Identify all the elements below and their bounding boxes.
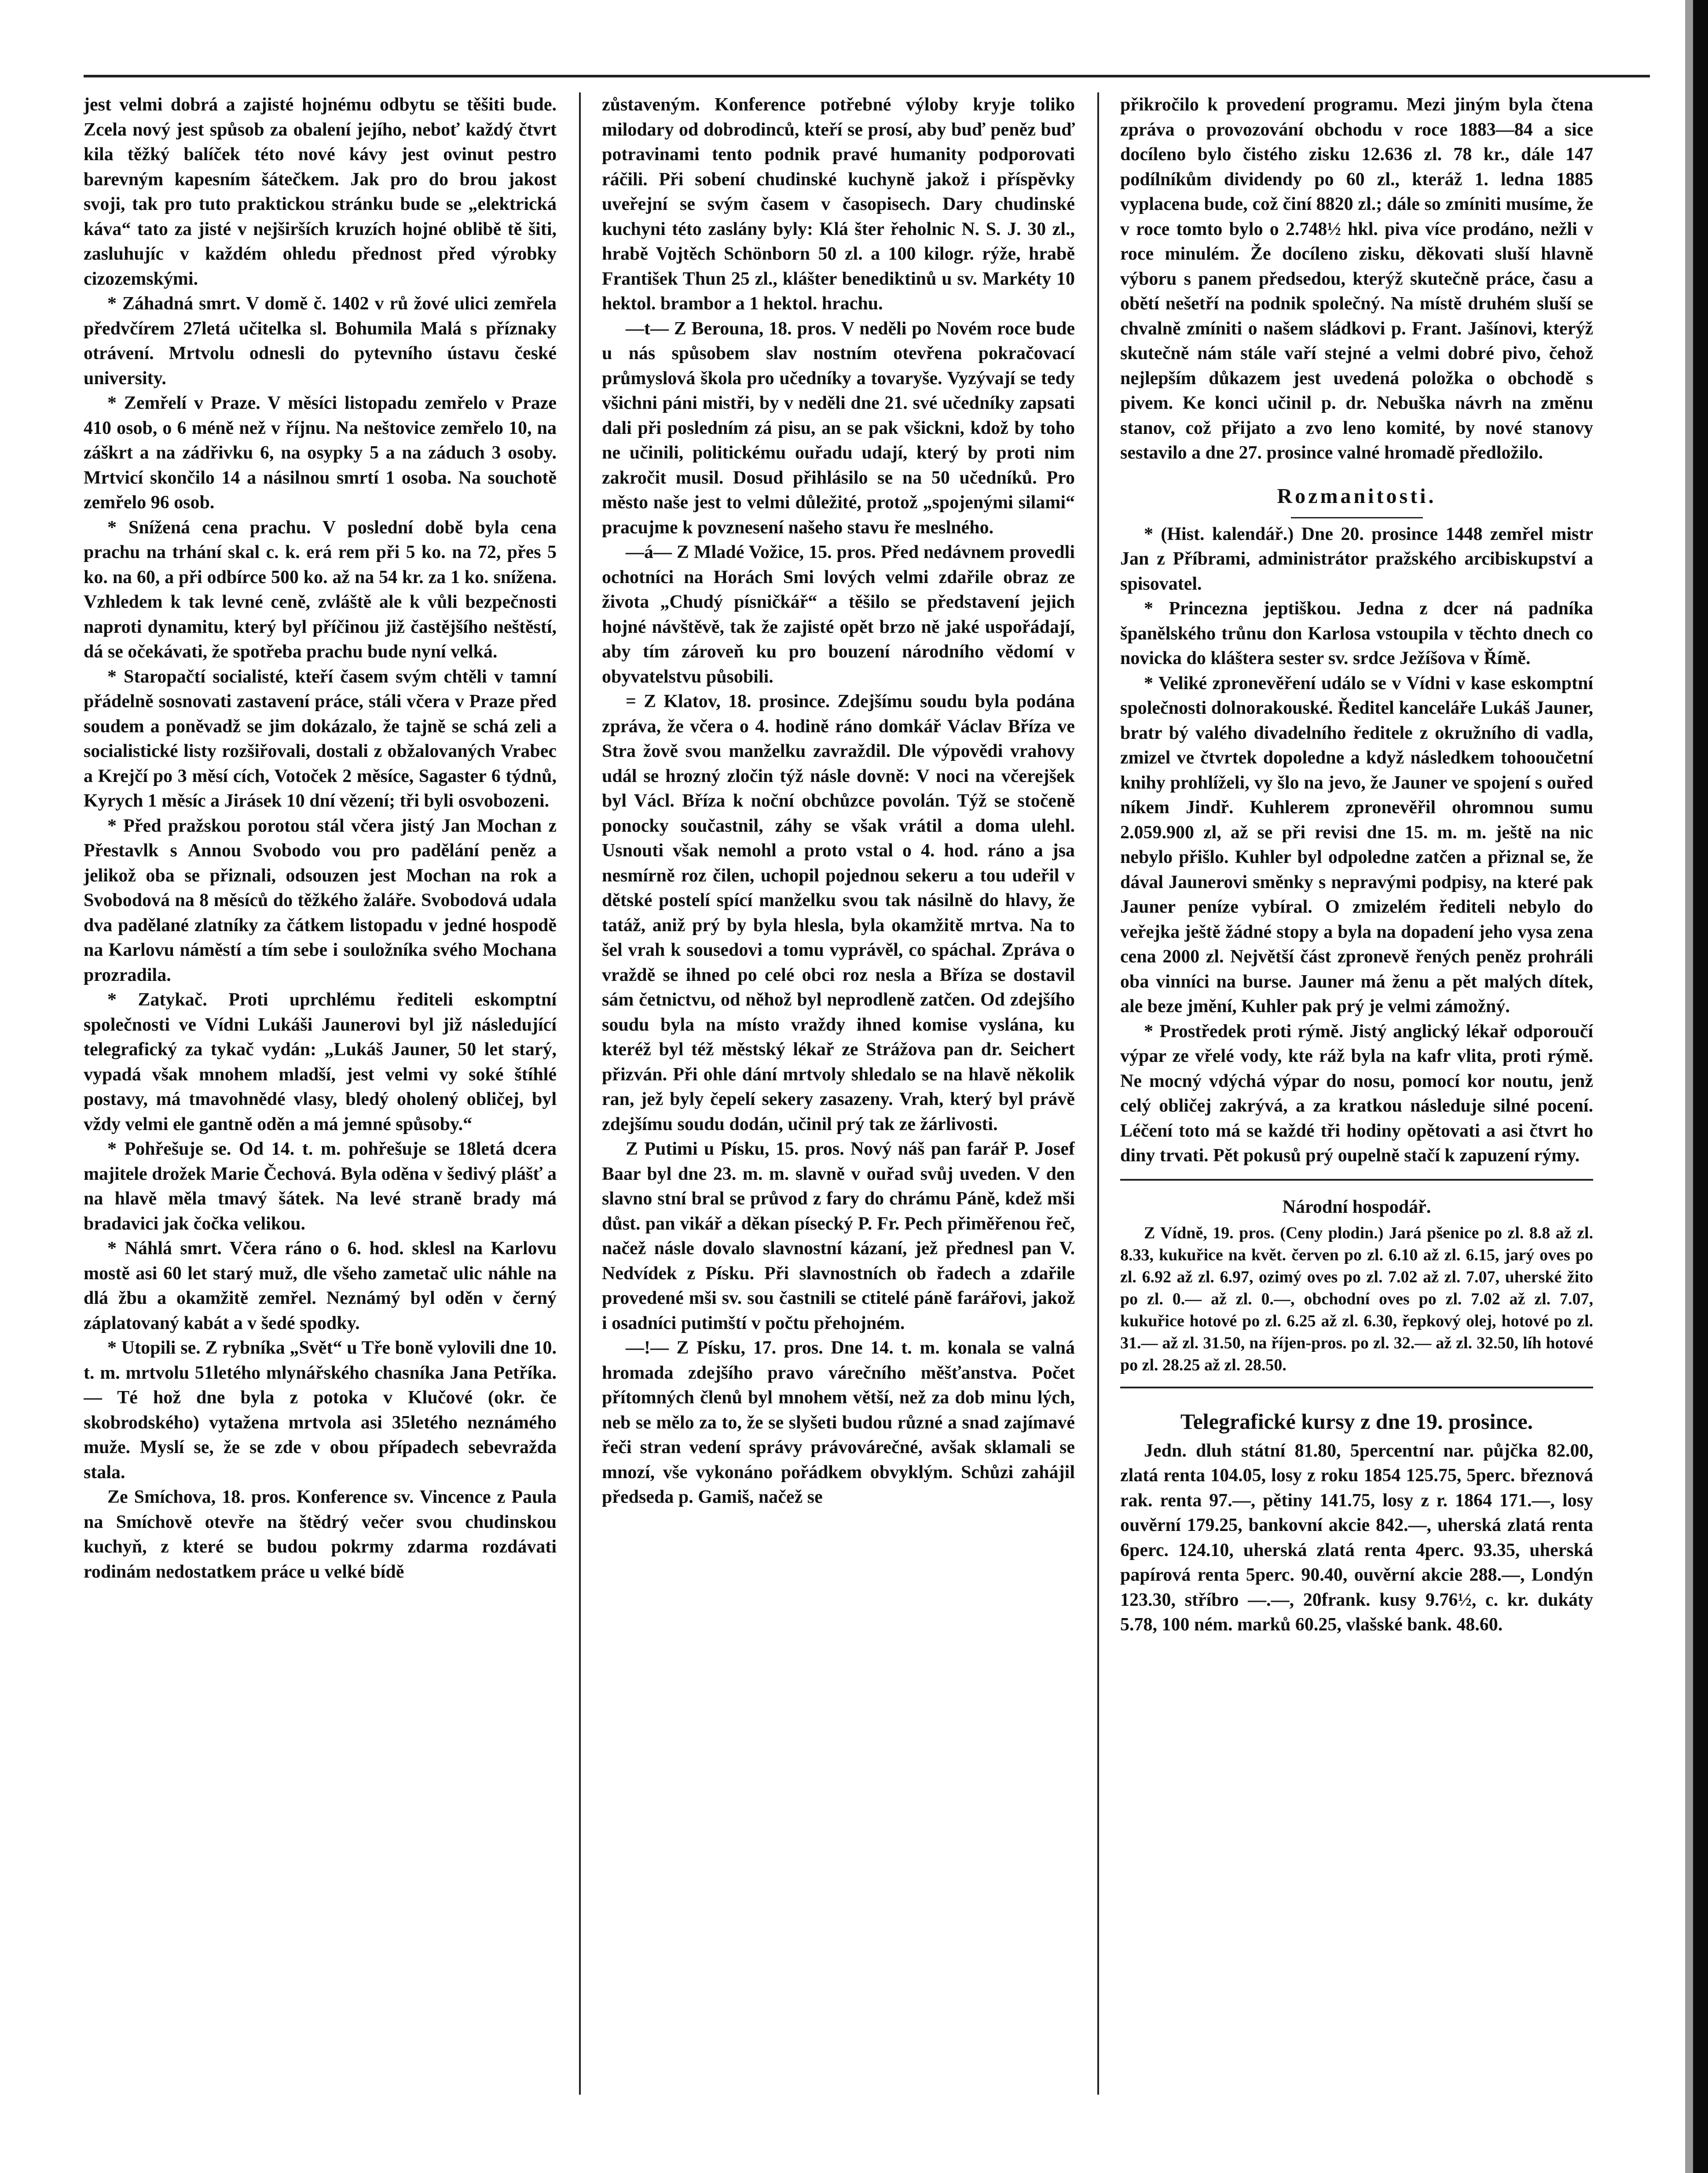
column-1 (84, 92, 557, 2095)
article-paragraph: * Pohřešuje se. Od 14. t. m. pohřešuje se 18letá dcera majitele drožek Marie Čechová. Byla oděna v šedivý plášť a na hlavě měla tmavý šátek. Na levé straně brady má bradavici jak čočka velikou. (84, 1139, 557, 1234)
article-paragraph: * (Hist. kalendář.) Dne 20. prosince 1448 zemřel mistr Jan z Příbrami, administrátor pražského arcibiskupství a spisovatel. (1120, 524, 1593, 594)
heading-underline (1291, 517, 1423, 518)
article-paragraph: * Princezna jeptiškou. Jedna z dcer ná padníka španělského trůnu don Karlosa vstoupila v těchto dnech co novicka do kláštera sester sv. srdce Ježíšova v Římě. (1120, 598, 1593, 668)
page-edge-shadow (1685, 0, 1693, 2173)
article-paragraph: * Staropačtí socialisté, kteří časem svým chtěli v tamní přádelně sosnovati zastavení práce, stáli včera v Praze před soudem a poněvadž se jim dokázalo, že tajně se schá zeli a socialistické listy rozšiřovali, dostali z obžalovaných Vrabec a Krejčí po 3 měsí cích, Votoček 2 měsíce, Sagaster 6 týdnů, Kyrych 1 měsíc a Jirásek 10 dní vězení; tři byli osvobozeni. (84, 666, 557, 811)
article-paragraph: jest velmi dobrá a zajisté hojnému odbytu se těšiti bude. Zcela nový jest spůsob za obalení jejího, neboť každý čtvrt kila těžký balíček této nové kávy jest ovinut pestro barevným kapesním šátečkem. Jak pro do brou jakost svoji, tak pro tuto praktickou stránku bude se „elektrická káva“ tato za jisté v nejširších kruzích hojné oblibě tě šiti, zasluhujíc v každém ohledu přednost před výrobky cizozemskými. (84, 95, 557, 289)
market-prices-paragraph: Z Vídně, 19. pros. (Ceny plodin.) Jará pšenice po zl. 8.8 až zl. 8.33, kukuřice na květ. červen po zl. 6.10 až zl. 6.15, jarý oves po zl. 6.92 až zl. 6.97, ozimý oves po zl. 7.02 až zl. 7.07, uherské žito po zl. 0.— až zl. 0.—, obchodní oves po zl. 7.02 až zl. 7.07, kukuřice hotové po zl. 6.25 až zl. 6.30, řepkový olej, hotové po zl. 31.— až zl. 31.50, na říjen-pros. po zl. 32.— až zl. 32.50, líh hotové po zl. 28.25 až zl. 28.50. (1120, 1223, 1593, 1374)
newspaper-page (84, 92, 1593, 2095)
article-paragraph: přikročilo k provedení programu. Mezi jiným byla čtena zpráva o provozování obchodu v roce 1883—84 a sice docíleno bylo čistého zisku 12.636 zl. 78 kr., dále 147 podílníkům dividendy po 60 zl., kteráž 1. ledna 1885 vyplacena bude, což činí 8820 zl.; dále so zmíniti musíme, že v roce tomto bylo o 2.748½ hkl. piva více prodáno, nežli v roce minulém. Že docíleno zisku, děkovati sluší hlavně výboru s panem předsedou, kterýž skutečně práce, času a obětí nešetří na podnik společný. Na místě druhém sluší se chvalně zmíniti o našem sládkovi p. Frant. Jašínovi, kterýž skutečně nám stále vaří stejné a velmi dobré pivo, čehož nejlepším důkazem jest uvedená položka o obchodě s pivem. Ke konci učinil p. dr. Nebuška návrh na změnu stanov, což přijato a zvo leno komité, by nové stanovy sestavilo a dne 27. prosince valné hromadě předložilo. (1120, 95, 1593, 463)
exchange-rates-paragraph: Jedn. dluh státní 81.80, 5percentní nar. půjčka 82.00, zlatá renta 104.05, losy z roku 1854 125.75, 5perc. březnová rak. renta 97.—, pětiny 141.75, losy z r. 1864 171.—, losy ouvěrní 179.25, bankovní akcie 842.—, uherská zlatá renta 6perc. 124.10, uherská zlatá renta 4perc. 93.35, uherská papírová renta 5perc. 90.40, ouvěrní akcie 288.—, Londýn 123.30, stříbro —.—, 20frank. kusy 9.76½, c. kr. dukáty 5.78, 100 ném. marků 60.25, vlašské bank. 48.60. (1120, 1440, 1593, 1635)
article-paragraph: —!— Z Písku, 17. pros. Dne 14. t. m. konala se valná hromada zdejšího pravo várečního měšťanstva. Počet přítomných členů byl mnohem větší, než za dob minu lých, neb se mělo za to, že se slyšeti budou různé a snad zajímavé řeči stran vedení správy právovárečné, avšak sklamali se mnozí, vše vykonáno pořádkem obvyklým. Schůzi zahájil předseda p. Gamiš, načež se (602, 1338, 1075, 1507)
article-paragraph: * Před pražskou porotou stál včera jistý Jan Mochan z Přestavlk s Annou Svobodo vou pro padělání peněz a jelikož oba se přiznali, odsouzen jest Mochan na rok a Svobodová na 8 měsíců do těžkého žaláře. Svobodová udala dva padělané zlatníky za čátkem listopadu v jedné hospodě na Karlovu náměstí a tím sebe i souložníka svého Mochana prozradila. (84, 815, 557, 985)
article-paragraph: zůstaveným. Konference potřebné výloby kryje toliko milodary od dobrodinců, kteří se prosí, aby buď peněz buď potravinami tento podnik pravé humanity podporovati ráčili. Při sobení chudinské kuchyně jakož i příspěvky uveřejní se svým časem v časopisech. Dary chudinské kuchyni této zaslány byly: Klá šter řeholnic N. S. J. 30 zl., hrabě Vojtěch Schönborn 50 zl. a 100 kilogr. rýže, hrabě František Thun 25 zl., klášter benediktinů u sv. Markéty 10 hektol. brambor a 1 hektol. hrachu. (602, 95, 1075, 314)
article-paragraph: * Utopili se. Z rybníka „Svět“ u Tře boně vylovili dne 10. t. m. mrtvolu 51letého mlynářského chasníka Jana Petříka. — Té hož dne byla z potoka v Klučové (okr. če skobrodského) vytažena mrtvola asi 35letého neznámého muže. Myslí se, že se zde v obou případech sebevražda stala. (84, 1338, 557, 1483)
page-edge-border (1693, 0, 1708, 2173)
section-heading-telegraficke-kursy: Telegrafické kursy z dne 19. prosince. (1180, 1409, 1533, 1434)
article-paragraph: * Záhadná smrt. V domě č. 1402 v rů žové ulici zemřela předvčírem 27letá učitelka sl. Bohumila Malá s příznaky otrávení. Mrtvolu odnesli do pytevního ústavu české university. (84, 294, 557, 389)
article-paragraph: —á— Z Mladé Vožice, 15. pros. Před nedávnem provedli ochotníci na Horách Smi lových velmi zdařile obraz ze života „Chudý písničkář“ a těšilo se představení jejich hojné návštěvě, tak že zajisté opět brzo ně jaké uspořádají, aby tím zároveň ku pro bouzení národního vědomí v obyvatelstvu působili. (602, 542, 1075, 687)
article-paragraph: * Náhlá smrt. Včera ráno o 6. hod. sklesl na Karlovu mostě asi 60 let starý muž, dle všeho zametač ulic náhle na dlá žbu a okamžitě zemřel. Neznámý byl oděn v černý záplatovaný kabát a v šedé spodky. (84, 1238, 557, 1333)
section-heading-rozmanitosti: Rozmanitosti. (1277, 484, 1437, 508)
article-paragraph: * Zemřelí v Praze. V měsíci listopadu zemřelo v Praze 410 osob, o 6 méně než v říjnu. Na neštovice zemřelo 10, na záškrt a na zádřivku 6, na osypky 5 a na záduch 3 osoby. Mrtvicí skončilo 14 a násilnou smrtí 1 osoba. Na souchotě zemřelo 96 osob. (84, 393, 557, 513)
column-rule-1 (579, 92, 581, 2095)
section-divider (1120, 1387, 1593, 1388)
article-paragraph: * Zatykač. Proti uprchlému řediteli eskomptní společnosti ve Vídni Lukáši Jaunerovi byl již následující telegrafický za tykač vydán: „Lukáš Jauner, 50 let starý, vypadá však mnohem mladší, jest velmi vy soké štíhlé postavy, má tmavohnědé vlasy, bledý oholený obličej, byl vždy velmi ele gantně oděn a má jemné spůsoby.“ (84, 990, 557, 1134)
article-paragraph: * Prostředek proti rýmě. Jistý anglický lékař odporoučí výpar ze vřelé vody, kte ráž byla na kafr vlita, proti rýmě. Ne mocný vdýchá výpar do nosu, pomocí kor noutu, jenž celý obličej zakrývá, a za kratkou následuje silné pocení. Léčení toto má se každé tři hodiny opětovati a asi čtvrt ho diny trvati. Pět pokusů prý oupelně stačí k zapuzení rýmy. (1120, 1021, 1593, 1166)
article-paragraph: = Z Klatov, 18. prosince. Zdejšímu soudu byla podána zpráva, že včera o 4. hodině ráno domkář Václav Bříza ve Stra žově svou manželku zavraždil. Dle výpovědi vrahovy udál se hrozný zločin týž násle dovně: V noci na včerejšek byl Václ. Bříza k noční obchůzce povolán. Týž se stočeně ponocky součastnil, záhy se však vrátil a doma ulehl. Usnouti však nemohl a proto vstal o 4. hod. ráno a jsa nesmírně roz čilen, uchopil pojednou sekeru a tou udeřil v dětské postelí spící manželku svou tak násilně do hlavy, že tatáž, aniž prý by byla hlesla, byla okamžitě mrtva. Na to šel vrah k sousedovi a tomu vyprávěl, co spáchal. Zpráva o vraždě se ihned po celé obci roz nesla a Bříza se dostavil sám četnictvu, od něhož byl neprodleně zatčen. Od zdejšího soudu byla na místo vraždy ihned komise vyslána, ku kteréž byl též městský lékař ze Strážova pan dr. Seichert přizván. Při ohle dání mrtvoly shledalo se na hlavě několik ran, jež byly čepelí sekery zasazeny. Vrah, který byl právě zdejšímu soudu dodán, učinil prý tak ze žárlivosti. (602, 691, 1075, 1134)
section-divider (1120, 1179, 1593, 1181)
column-3 (1120, 92, 1593, 2095)
column-rule-2 (1097, 92, 1099, 2095)
article-paragraph: * Veliké zpronevěření událo se v Vídni v kase eskomptní společnosti dolnorakouské. Ředitel kanceláře Lukáš Jauner, bratr bý valého divadelního ředitele z okružního di vadla, zmizel ve čtvrtek dopoledne a když následkem tohooučetní knihy prohlíželi, vy šlo na jevo, že Jauner ve spojení s ouřed níkem Jindř. Kuhlerem zpronevěřil ohromnou sumu 2.059.900 zl, až se při revisi dne 15. m. m. ještě na nic nebylo přišlo. Kuhler byl odpoledne zatčen a přiznal se, že dával Jaunerovi směnky s nepravými podpisy, na které pak Jauner peníze vybíral. O zmizelém řediteli nebylo do veřejka ještě žádné stopy a byla na dopadení jeho vysa zena cena 2000 zl. Největší část zpronevě řených peněz prohráli oba vinníci na burse. Jauner má ženu a pět malých dítek, ale beze jmění, Kuhler pak prý je velmi zámožný. (1120, 673, 1593, 1017)
article-paragraph: Z Putimi u Písku, 15. pros. Nový náš pan farář P. Josef Baar byl dne 23. m. m. slavně v ouřad svůj uveden. V den slavno stní bral se průvod z fary do chrámu Páně, kdež mši důst. pan vikář a děkan písecký P. Fr. Pech přiměřenou řeč, načež násle dovalo slavnostní kázaní, jež přednesl pan V. Nedvídek z Písku. Při slavnostních ob řadech a zdařile provedené mši sv. sou častnili se ctitelé páně farářovi, jakož i osadníci putimští v počtu přehojném. (602, 1139, 1075, 1333)
article-paragraph: Ze Smíchova, 18. pros. Konference sv. Vincence z Paula na Smíchově otevře na štědrý večer svou chudinskou kuchyň, z které se budou pokrmy zdarma rozdávati rodinám nedostatkem práce u velké bídě (84, 1487, 557, 1582)
article-paragraph: * Snížená cena prachu. V poslední době byla cena prachu na trhání skal c. k. erá rem při 5 ko. na 72, přes 5 ko. na 60, a při odbírce 500 ko. až na 54 kr. za 1 ko. snížena. Vzhledem k tak levné ceně, zvláště ale k vůli bezpečnosti naproti dynamitu, který byl příčinou již častějšího neštěstí, dá se očekávati, že spotřeba prachu bude nyní velká. (84, 517, 557, 662)
column-2 (602, 92, 1075, 2095)
top-rule (84, 75, 1650, 77)
section-heading-narodni-hospodar: Národní hospodář. (1282, 1197, 1431, 1217)
article-paragraph: —t— Z Berouna, 18. pros. V neděli po Novém roce bude u nás spůsobem slav nostním otevřena pokračovací průmyslová škola pro učedníky a tovaryše. Vyzývají se tedy všichni páni mistři, by v neděli dne 21. své učedníky zapsati dali při posledním zá pisu, an se pak všickni, kdož by toho ne učinili, politickému ouřadu udají, který by proti nim zakročit musil. Dosud přihlásilo se na 50 učedníků. Pro město naše jest to velmi důležité, protož „spojenými silami“ pracujme k povznesení našeho stavu ře meslného. (602, 318, 1075, 538)
